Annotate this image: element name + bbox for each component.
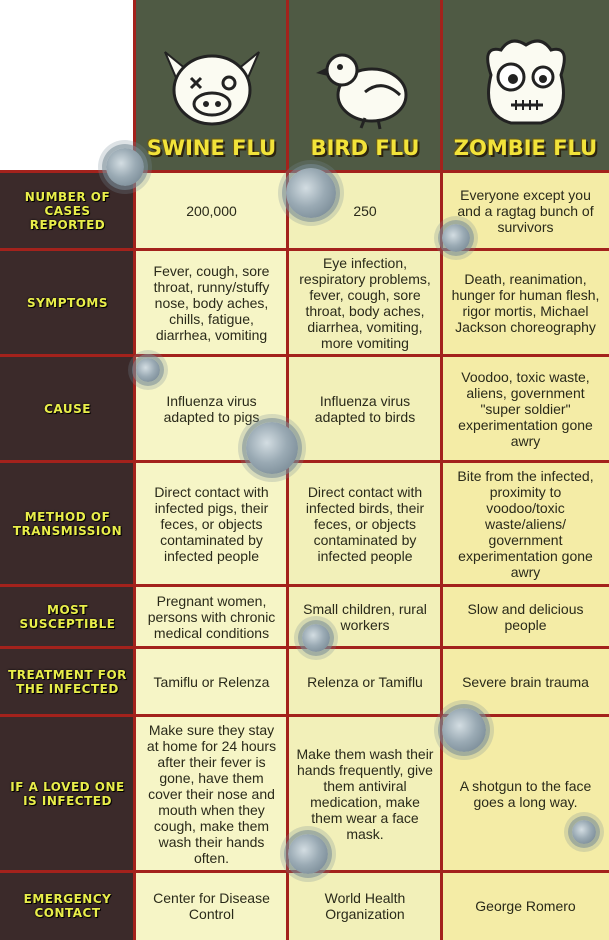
grid-line [0,248,609,251]
column-title-swine: SWINE FLU [146,136,277,160]
virus-icon [442,708,486,752]
grid-line [440,0,443,940]
row-label-treatment: TREATMENT FOR THE INFECTED [0,648,135,716]
cell-zombie-transmission: Bite from the infected, proximity to voodoo/toxic waste/aliens/ government experimentation gone awry [442,462,609,586]
cell-swine-loved-one: Make sure they stay at home for 24 hours after their fever is gone, have them cover their nose and mouth when they cough, make them wash their hands often. [135,716,288,872]
column-title-bird: BIRD FLU [310,136,420,160]
cell-swine-transmission: Direct contact with infected pigs, their feces, or objects contaminated by infected people [135,462,288,586]
grid-line [0,714,609,717]
virus-icon [572,820,596,844]
cell-zombie-treatment: Severe brain trauma [442,648,609,716]
cell-bird-transmission: Direct contact with infected birds, their feces, or objects contaminated by infected people [288,462,442,586]
cell-zombie-susceptible: Slow and delicious people [442,586,609,648]
cell-swine-treatment: Tamiflu or Relenza [135,648,288,716]
grid-line [0,460,609,463]
virus-icon [442,224,470,252]
cell-bird-cases: 250 [288,172,442,250]
pig-icon [157,40,267,130]
cell-swine-cases: 200,000 [135,172,288,250]
virus-icon [246,422,298,474]
cell-zombie-cause: Voodoo, toxic waste, aliens, government "super soldier" experimentation gone awry [442,356,609,462]
cell-bird-loved-one: Make them wash their hands frequently, give them antiviral medication, make them wear a face mask. [288,716,442,872]
row-label-cases: NUMBER OF CASES REPORTED [0,172,135,250]
cell-bird-emergency: World Health Organization [288,872,442,940]
virus-icon [302,624,330,652]
cell-bird-symptoms: Eye infection, respiratory problems, fever, cough, sore throat, body aches, diarrhea, vomiting, more vomiting [288,250,442,356]
virus-icon [136,358,160,382]
cell-zombie-emergency: George Romero [442,872,609,940]
row-label-loved-one: IF A LOVED ONE IS INFECTED [0,716,135,872]
grid-line [0,584,609,587]
cell-swine-susceptible: Pregnant women, persons with chronic medical conditions [135,586,288,648]
cell-swine-symptoms: Fever, cough, sore throat, runny/stuffy nose, body aches, chills, fatigue, diarrhea, vomiting [135,250,288,356]
grid-line [133,0,136,940]
cell-zombie-cases: Everyone except you and a ragtag bunch of survivors [442,172,609,250]
column-title-zombie: ZOMBIE FLU [453,136,598,160]
row-label-cause: CAUSE [0,356,135,462]
cell-bird-cause: Influenza virus adapted to birds [288,356,442,462]
row-label-emergency: EMERGENCY CONTACT [0,872,135,940]
virus-icon [286,168,336,218]
cell-bird-treatment: Relenza or Tamiflu [288,648,442,716]
cell-zombie-symptoms: Death, reanimation, hunger for human flesh, rigor mortis, Michael Jackson choreography [442,250,609,356]
virus-icon [288,834,328,874]
virus-icon [106,148,144,186]
grid-line [0,354,609,357]
cell-zombie-loved-one: A shotgun to the face goes a long way. [442,716,609,872]
bird-icon [310,40,420,130]
corner-blank [0,0,135,172]
zombie-icon [471,35,581,130]
header-zombie-flu [442,0,609,172]
row-label-transmission: METHOD OF TRANSMISSION [0,462,135,586]
header-bird-flu [288,0,442,172]
header-swine-flu [135,0,288,172]
row-label-symptoms: SYMPTOMS [0,250,135,356]
cell-bird-susceptible: Small children, rural workers [288,586,442,648]
cell-swine-cause: Influenza virus adapted to pigs [135,356,288,462]
row-label-susceptible: MOST SUSCEPTIBLE [0,586,135,648]
grid-line [286,0,289,940]
cell-swine-emergency: Center for Disease Control [135,872,288,940]
